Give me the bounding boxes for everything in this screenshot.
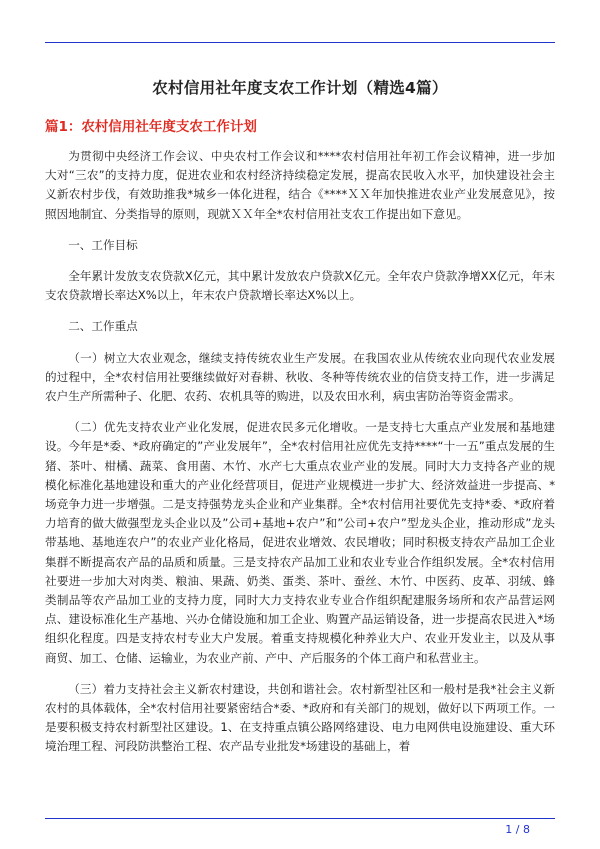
paragraph-focus-2: （二）优先支持农业产业化发展，促进农民多元化增收。一是支持七大重点产业发展和基地建设。今年是*委、*政府确定的”产业发展年”，全*农村信用社应优先支持****“十一五”重点发展的生猪、茶叶、柑橘、蔬菜、食用菌、木竹、水产七大重点农业产业的发展。同时大力支持各产业的规模化标准化基地建设和重大的产业化经营项目，促进产业规模进一步扩大、经济效益进一步提高、*场竞争力进一步增强。二是支持强势龙头企业和产业集群。全*农村信用社要优先支持*委、*政府着力培育的做大做强型龙头企业以及”公司+基地+农户”和”公司+农户”型龙头企业，推动形成”龙头带基地、基地连农户”的农业产业化格局，促进农业增效、农民增收；同时积极支持农产品加工企业集群不断提高农产品的品质和质量。三是支持农产品加工业和农业专业合作组织发展。全*农村信用社要进一步加大对肉类、粮油、果蔬、奶类、蛋类、茶叶、蚕丝、木竹、中医药、皮革、羽绒、蜂类制品等农产品加工业的支持力度，同时大力支持农业专业合作组织配建服务场所和农产品营运网点、建设标准化生产基地、兴办仓储设施和加工企业、购置产品运销设备，进一步提高农民进入*场组织化程度。四是支持农村专业大户发展。着重支持规模化种养业大户、农业开发业主，以及从事商贸、加工、仓储、运输业，为农业产前、产中、产后服务的个体工商户和私营业主。 [45, 420, 555, 665]
header-rule [45, 42, 555, 43]
paragraph-intro: 为贯彻中央经济工作会议、中央农村工作会议和****农村信用社年初工作会议精神，进一步加大对“三农”的支持力度，促进农业和农村经济持续稳定发展，提高农民收入水平，加快建设社会主义新农村步伐，有效助推我*城乡一体化进程，结合《****ＸＸ年加快推进农业产业发展意见》，按照因地制宜、分类指导的原则，现就ＸＸ年全*农村信用社支农工作提出如下意见。 [45, 149, 555, 221]
document-body [45, 147, 555, 757]
footer-rule [45, 818, 555, 819]
document-title: 农村信用社年度支农工作计划（精选4篇） [152, 79, 448, 97]
paragraph-focus-3: （三）着力支持社会主义新农村建设，共创和谐社会。农村新型社区和一般村是我*社会主义新农村的具体载体，全*农村信用社要紧密结合*委、*政府和有关部门的规划，做好以下两项工作。一是要积极支持农村新型社区建设。1、在支持重点镇公路网络建设、电力电网供电设施建设、重大环境治理工程、河段防洪整治工程、农产品专业批发*场建设的基础上，着 [45, 681, 555, 754]
page-number: 1 / 8 [505, 823, 530, 836]
paragraph-focus-1: （一）树立大农业观念，继续支持传统农业生产发展。在我国农业从传统农业向现代农业发展的过程中，全*农村信用社要继续做好对春耕、秋收、冬种等传统农业的信贷支持工作，进一步满足农户生产所需种子、化肥、农药、农机具等的购进，以及农田水利，病虫害防治等资金需求。 [45, 350, 555, 404]
section-heading: 篇1：农村信用社年度支农工作计划 [45, 119, 257, 135]
paragraph-goals: 全年累计发放支农贷款X亿元，其中累计发放农户贷款X亿元。全年农户贷款净增XX亿元，年末支农贷款增长率达X%以上，年末农户贷款增长率达X%以上。 [45, 269, 555, 303]
heading-work-focus: 二、工作重点 [68, 319, 138, 334]
heading-work-goals: 一、工作目标 [68, 237, 138, 252]
